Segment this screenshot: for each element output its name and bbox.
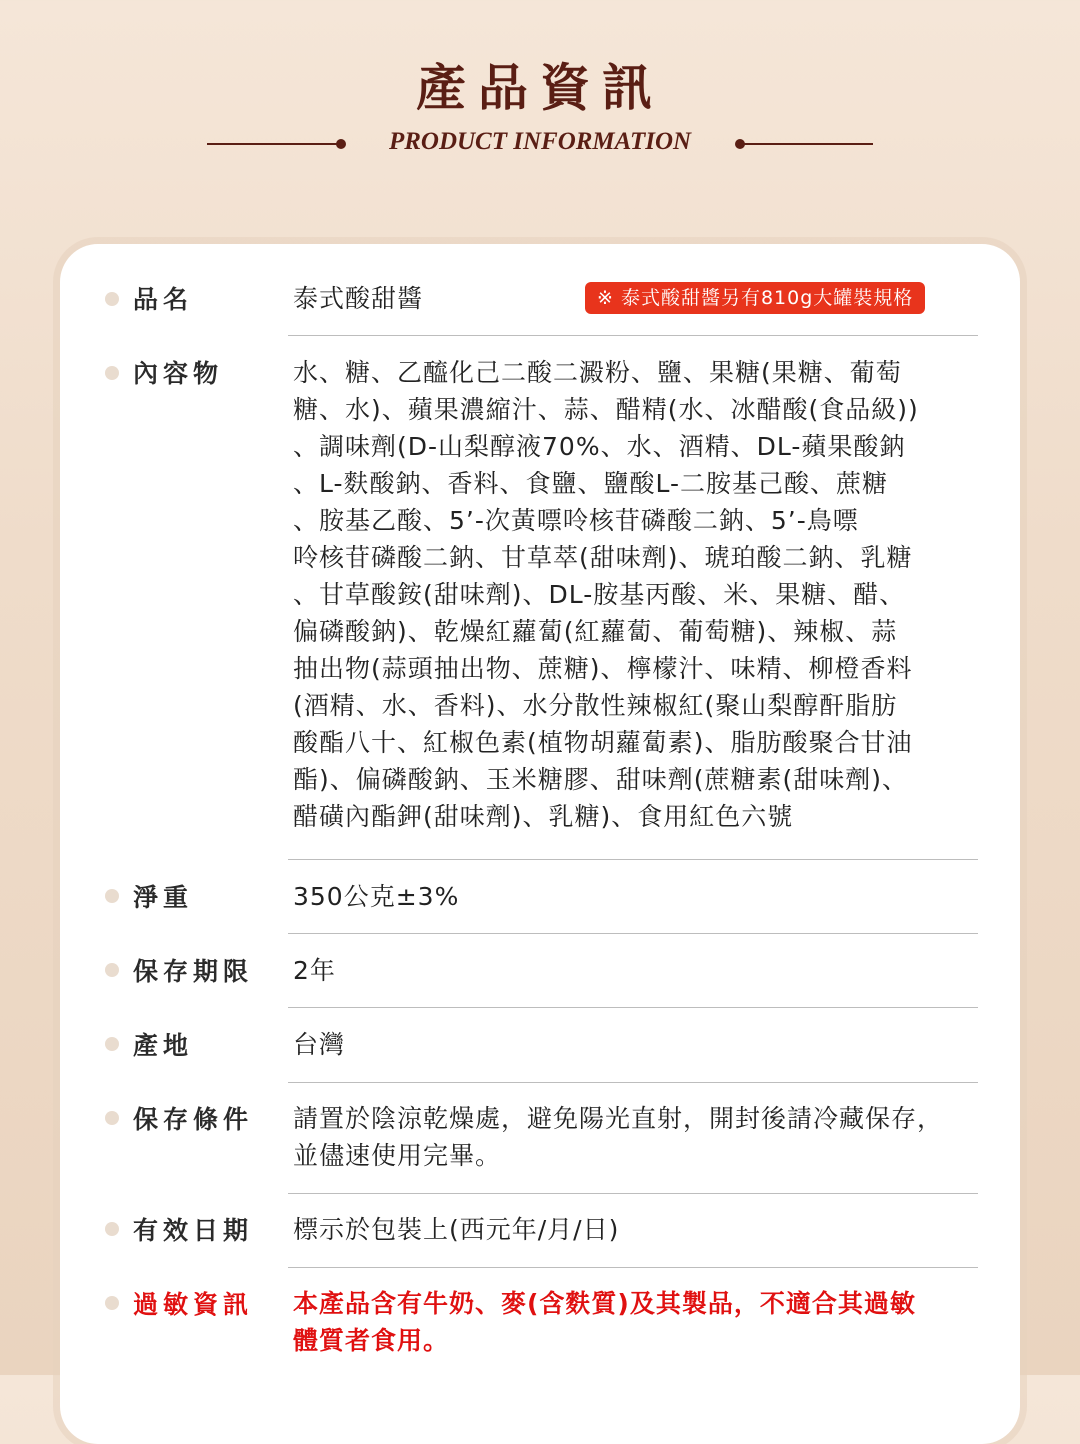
size-note-badge: ※ 泰式酸甜醬另有810g大罐裝規格 [585,282,925,314]
origin-label: 產地 [133,1031,194,1060]
product-info-card [60,244,1020,1444]
divider [288,1193,978,1194]
bullet-dot [105,1222,119,1236]
page-header [0,0,1080,240]
product-name-label: 品名 [133,285,194,314]
bullet-dot [105,889,119,903]
bullet-dot [105,366,119,380]
storage-label: 保存條件 [133,1105,254,1134]
bullet-dot [105,292,119,306]
bullet-dot [105,1111,119,1125]
divider [288,1267,978,1268]
bullet-dot [105,963,119,977]
net-weight-value: 350公克±3% [293,882,460,911]
storage-value: 請置於陰涼乾燥處，避免陽光直射，開封後請冷藏保存， 並儘速使用完畢。 [293,1104,944,1170]
divider [288,933,978,934]
origin-value: 台灣 [293,1030,346,1059]
bullet-dot [105,1037,119,1051]
net-weight-label: 淨重 [133,883,194,912]
allergy-value: 本產品含有牛奶、麥(含麩質)及其製品，不適合其過敏 體質者食用。 [293,1289,916,1355]
expiry-value: 標示於包裝上(西元年/月/日) [293,1215,620,1244]
divider [288,1007,978,1008]
allergy-label: 過敏資訊 [133,1290,254,1319]
ingredients-value: 水、糖、乙醯化己二酸二澱粉、鹽、果糖(果糖、葡萄 糖、水)、蘋果濃縮汁、蒜、醋精(水、冰醋酸(食品級)) 、調味劑(D-山梨醇液70%、水、酒精、DL-蘋果酸鈉 、L-麩酸鈉、香料、食鹽、鹽酸L-二胺基己酸、蔗糖 、胺基乙酸、5’-次黃嘌呤核苷磷酸二鈉、5’-鳥嘌 呤核苷磷酸二鈉、甘草萃(甜味劑)、琥珀酸二鈉、乳糖 、甘草酸銨(甜味劑)、DL-胺基丙酸、米、果糖、醋、 偏磷酸鈉)、乾燥紅蘿蔔(紅蘿蔔、葡萄糖)、辣椒、蒜 抽出物(蒜頭抽出物、蔗糖)、檸檬汁、味精、柳橙香料 (酒精、水、香料)、水分散性辣椒紅(聚山梨醇酐脂肪 酸酯八十、紅椒色素(植物胡蘿蔔素)、脂肪酸聚合甘油 酯)、偏磷酸鈉、玉米糖膠、甜味劑(蔗糖素(甜味劑)、 醋磺內酯鉀(甜味劑)、乳糖)、食用紅色六號 [293,358,919,831]
product-name-value: 泰式酸甜醬 [293,284,424,313]
expiry-label: 有效日期 [133,1216,254,1245]
bullet-dot [105,1296,119,1310]
shelf-life-label: 保存期限 [133,957,254,986]
page-subtitle: PRODUCT INFORMATION [388,128,692,155]
shelf-life-value: 2年 [293,956,336,985]
right-decor-line [740,143,873,145]
divider [288,335,978,336]
divider [288,1082,978,1083]
page-title: 產品資訊 [416,58,664,117]
ingredients-label: 內容物 [133,359,224,388]
divider [288,859,978,860]
